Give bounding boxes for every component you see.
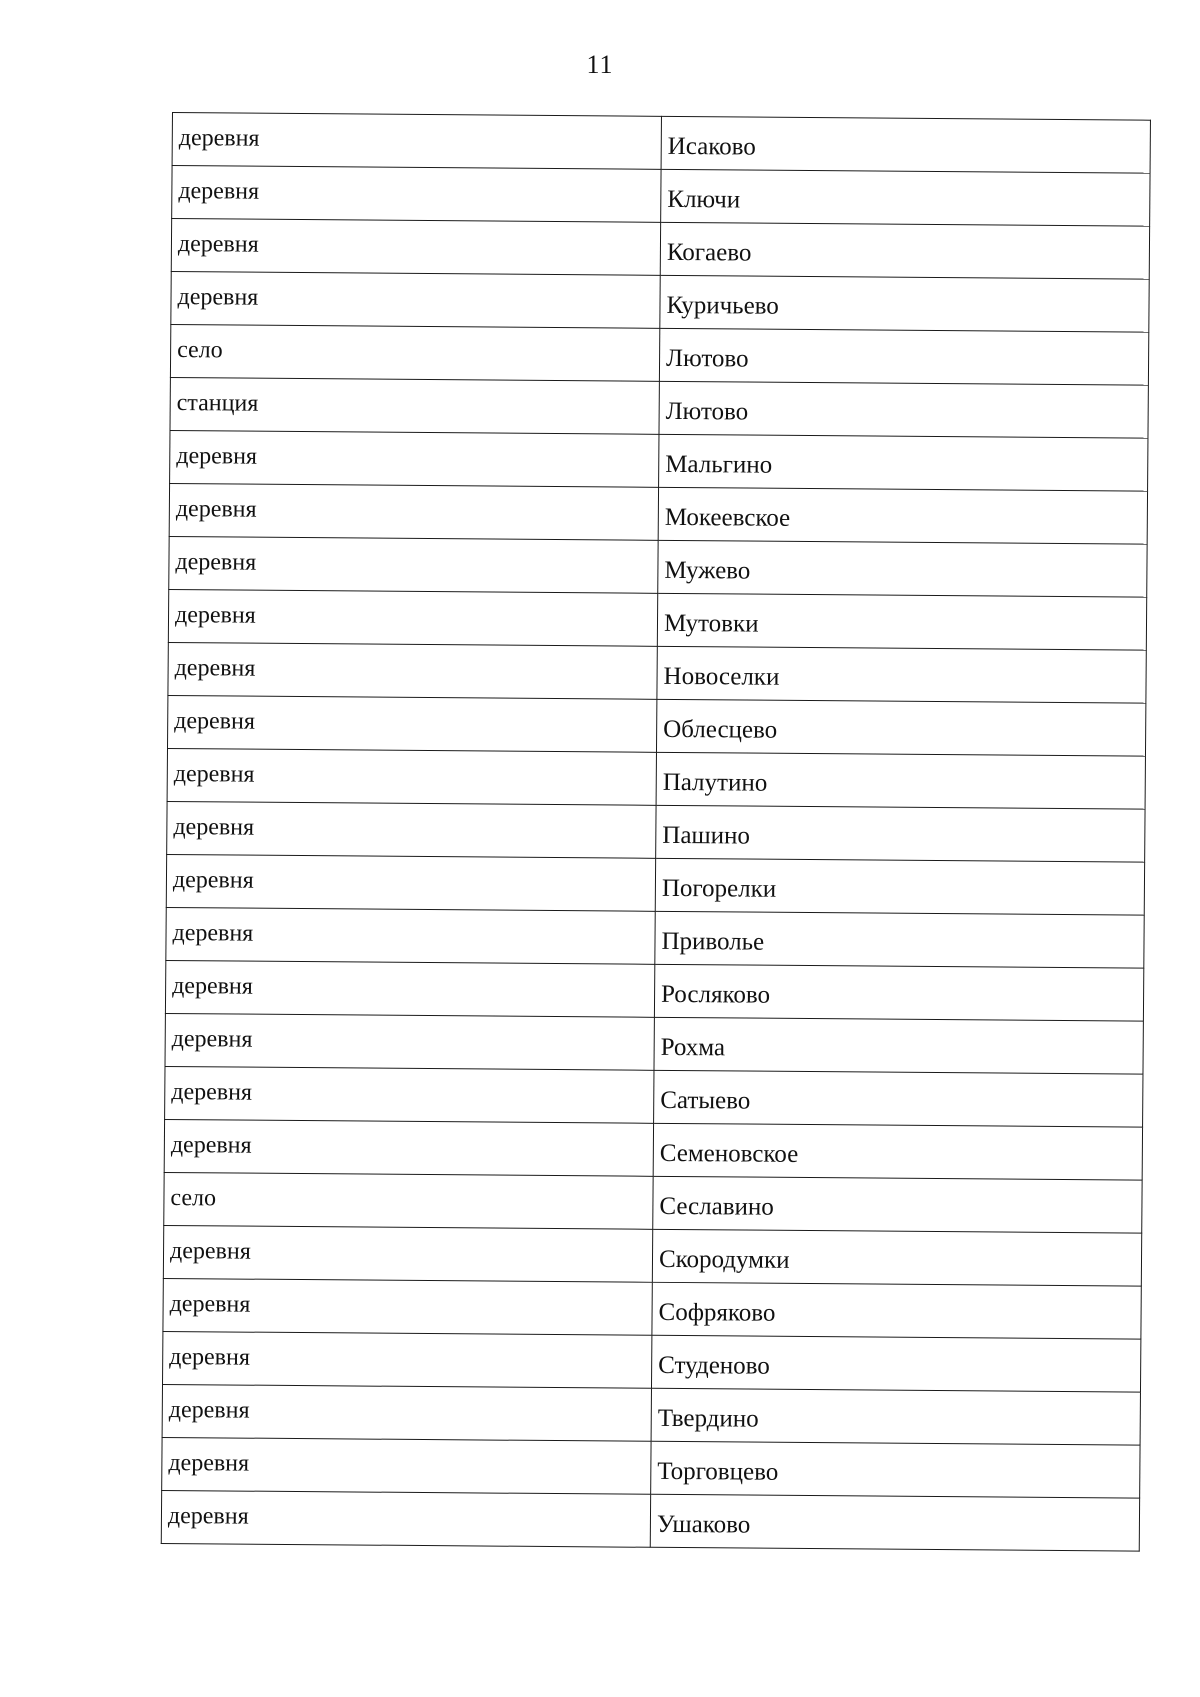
table-row: [164, 1172, 1142, 1233]
settlement-type-cell: деревня: [168, 695, 657, 752]
settlement-name-cell: Сатыево: [654, 1070, 1143, 1127]
settlement-type-cell: деревня: [169, 483, 658, 540]
settlement-type-cell: станция: [170, 377, 659, 434]
settlement-type-cell: деревня: [168, 589, 657, 646]
table-row: [168, 695, 1146, 756]
settlement-name-cell: Палутино: [656, 752, 1145, 809]
settlement-name-cell: Мутовки: [657, 593, 1146, 650]
settlement-name-cell: Новоселки: [657, 646, 1146, 703]
page-number: 11: [586, 50, 614, 79]
table-row: [167, 748, 1145, 809]
settlement-name-cell: Лютово: [659, 328, 1148, 385]
settlement-name-cell: Облесцево: [656, 699, 1145, 756]
settlement-type-cell: деревня: [166, 854, 655, 911]
settlement-name-cell: Рохма: [654, 1017, 1143, 1074]
settlement-name-cell: Сеславино: [653, 1176, 1142, 1233]
table-row: [163, 1278, 1141, 1339]
settlements-table-container: [161, 112, 1150, 1552]
settlement-type-cell: деревня: [166, 907, 655, 964]
table-row: [165, 960, 1143, 1021]
settlement-type-cell: деревня: [171, 271, 660, 328]
settlement-name-cell: Мужево: [658, 540, 1147, 597]
settlement-type-cell: деревня: [172, 166, 661, 223]
settlement-type-cell: деревня: [167, 801, 656, 858]
settlement-name-cell: Приволье: [655, 911, 1144, 968]
settlement-type-cell: деревня: [163, 1225, 652, 1282]
settlement-name-cell: Куричьево: [660, 275, 1149, 332]
table-row: [169, 483, 1147, 544]
settlement-name-cell: Семеновское: [653, 1123, 1142, 1180]
settlement-type-cell: деревня: [165, 1013, 654, 1070]
settlement-name-cell: Когаево: [660, 222, 1149, 279]
settlement-type-cell: деревня: [168, 642, 657, 699]
settlement-type-cell: село: [170, 324, 659, 381]
settlement-name-cell: Росляково: [654, 964, 1143, 1021]
settlement-type-cell: деревня: [167, 748, 656, 805]
settlement-type-cell: деревня: [163, 1278, 652, 1335]
settlement-name-cell: Лютово: [659, 381, 1148, 438]
table-row: [169, 536, 1147, 597]
settlement-name-cell: Скородумки: [652, 1229, 1141, 1286]
table-row: [167, 801, 1145, 862]
table-row: [172, 166, 1150, 227]
table-row: [168, 589, 1146, 650]
settlement-type-cell: деревня: [172, 113, 661, 170]
settlement-name-cell: Мальгино: [659, 434, 1148, 491]
table-row: [166, 907, 1144, 968]
settlement-name-cell: Ушаково: [650, 1494, 1139, 1551]
settlement-name-cell: Торговцево: [651, 1441, 1140, 1498]
table-row: [165, 1013, 1143, 1074]
table-row: [172, 113, 1150, 174]
table-row: [170, 377, 1148, 438]
settlement-name-cell: Пашино: [656, 805, 1145, 862]
settlements-table-body: [161, 113, 1150, 1552]
settlement-name-cell: Софряково: [652, 1282, 1141, 1339]
table-row: [162, 1437, 1140, 1498]
settlement-type-cell: деревня: [163, 1331, 652, 1388]
table-row: [162, 1384, 1140, 1445]
settlement-type-cell: деревня: [162, 1384, 651, 1441]
settlement-type-cell: деревня: [171, 219, 660, 276]
settlement-type-cell: деревня: [170, 430, 659, 487]
table-row: [166, 854, 1144, 915]
settlement-name-cell: Мокеевское: [658, 487, 1147, 544]
settlement-type-cell: село: [164, 1172, 653, 1229]
table-row: [168, 642, 1146, 703]
settlement-type-cell: деревня: [169, 536, 658, 593]
table-row: [163, 1225, 1141, 1286]
settlement-type-cell: деревня: [162, 1437, 651, 1494]
settlement-name-cell: Студеново: [651, 1335, 1140, 1392]
table-row: [164, 1119, 1142, 1180]
table-row: [171, 271, 1149, 332]
settlement-type-cell: деревня: [164, 1119, 653, 1176]
settlement-type-cell: деревня: [165, 960, 654, 1017]
table-row: [171, 219, 1149, 280]
settlements-table: [161, 112, 1151, 1552]
table-row: [163, 1331, 1141, 1392]
settlement-name-cell: Погорелки: [655, 858, 1144, 915]
settlement-name-cell: Ключи: [661, 169, 1150, 226]
settlement-name-cell: Твердино: [651, 1388, 1140, 1445]
settlement-name-cell: Исаково: [661, 116, 1150, 173]
table-row: [170, 324, 1148, 385]
settlement-type-cell: деревня: [161, 1490, 650, 1547]
table-row: [165, 1066, 1143, 1127]
settlement-type-cell: деревня: [165, 1066, 654, 1123]
table-row: [170, 430, 1148, 491]
table-row: [161, 1490, 1139, 1551]
